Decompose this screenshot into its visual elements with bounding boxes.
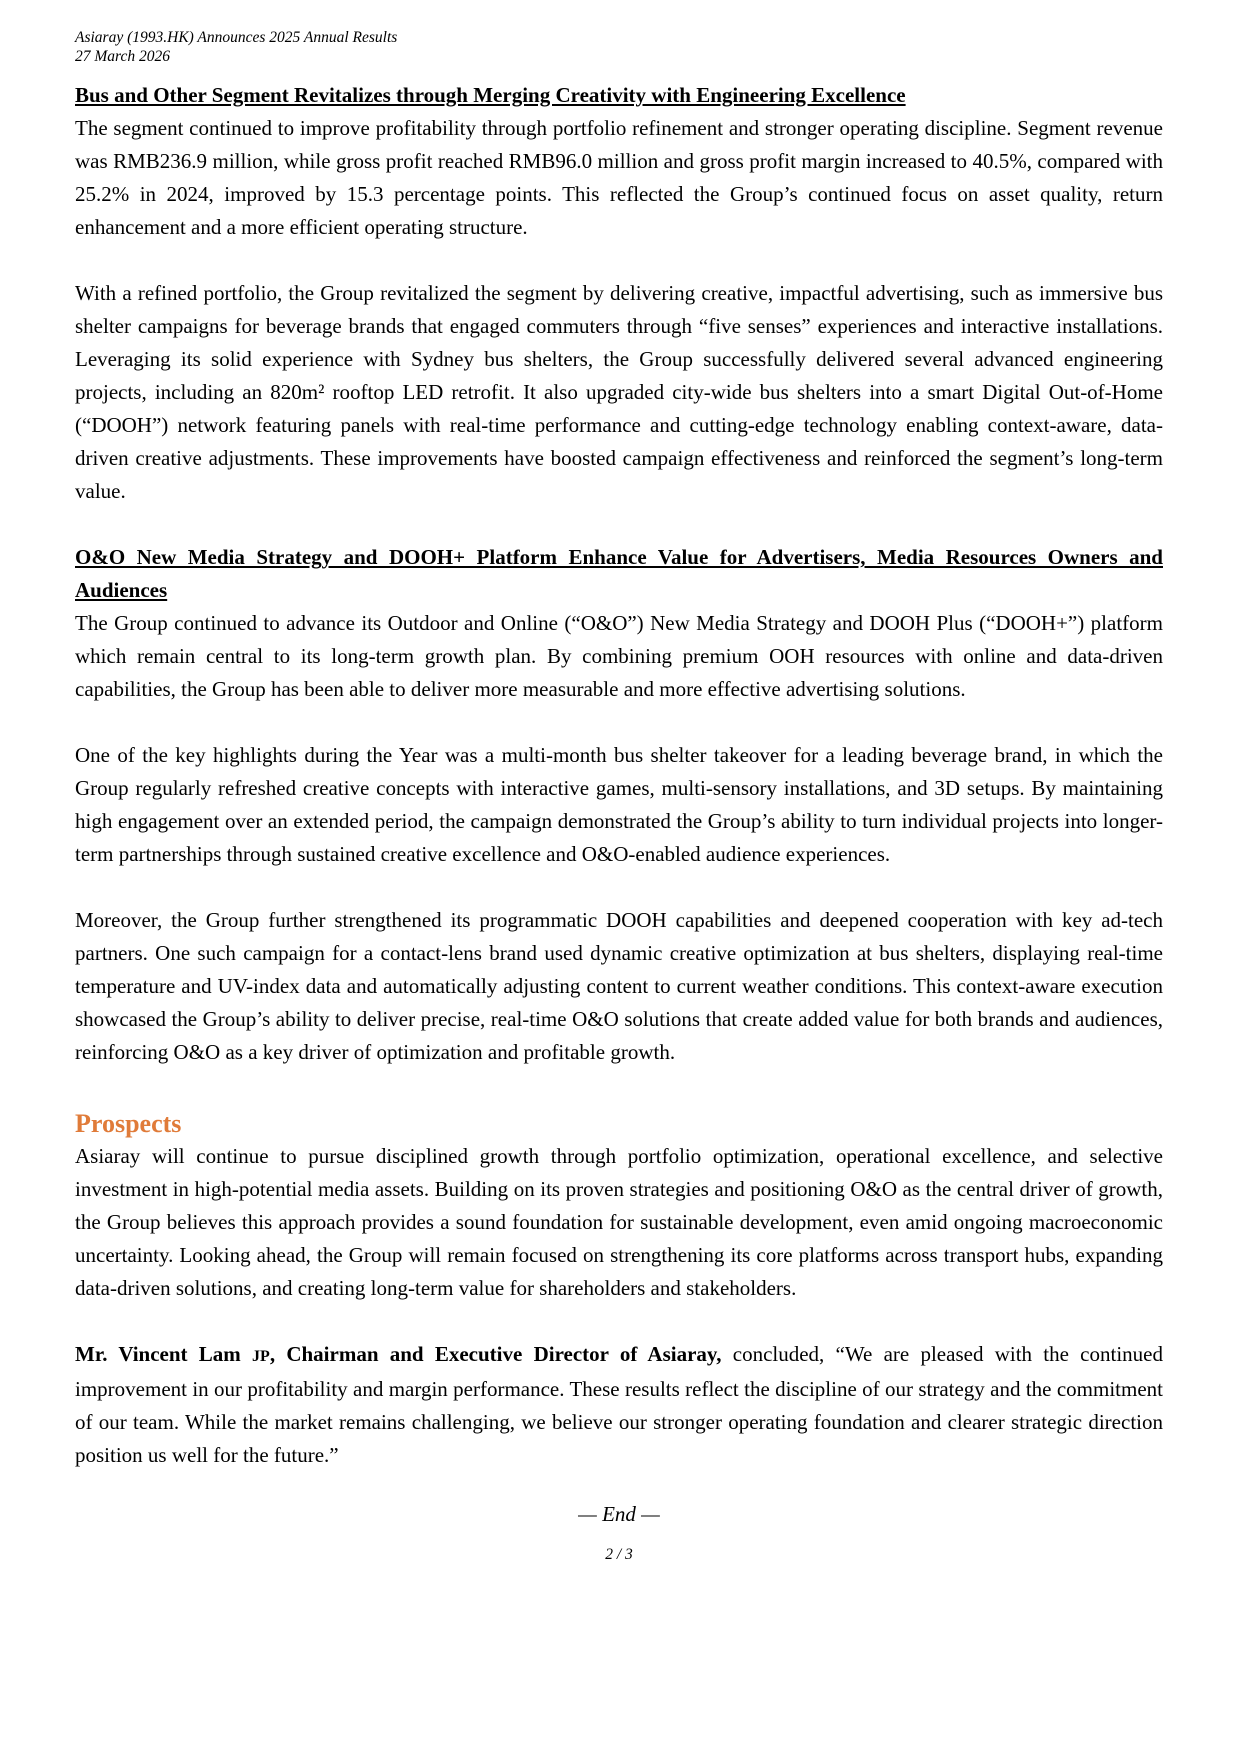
section-heading: Bus and Other Segment Revitalizes through Merging Creativity with Engineering Excellence [75, 83, 906, 107]
section-bus-segment [75, 79, 1163, 508]
chairman-quote [75, 1338, 1163, 1472]
end-mark: — End — [578, 1502, 660, 1526]
section-prospects [75, 1107, 1163, 1305]
running-header [75, 28, 1163, 66]
prospects-heading: Prospects [75, 1109, 182, 1138]
page-number: 2 / 3 [605, 1546, 633, 1563]
header-title: Asiaray (1993.HK) Announces 2025 Annual Results [75, 29, 398, 46]
paragraph: The segment continued to improve profitability through portfolio refinement and stronger operating discipline. Segment revenue was RMB236.9 million, while gross profit reached RMB96.0 million and gross profit margin increased to 40.5%, compared with 25.2% in 2024, improved by 15.3 percentage points. This reflected the Group’s continued focus on asset quality, return enhancement and a more efficient operating structure. [75, 116, 1163, 239]
section-heading: O&O New Media Strategy and DOOH+ Platform Enhance Value for Advertisers, Media Resources Owners and Audiences [75, 545, 1163, 602]
paragraph: Moreover, the Group further strengthened its programmatic DOOH capabilities and deepened cooperation with key ad-tech partners. One such campaign for a contact-lens brand used dynamic creative optimization at bus shelters, displaying real-time temperature and UV-index data and automatically adjusting content to current weather conditions. This context-aware execution showcased the Group’s ability to deliver precise, real-time O&O solutions that create added value for both brands and audiences, reinforcing O&O as a key driver of optimization and profitable growth. [75, 908, 1163, 1064]
document-page [75, 28, 1163, 1565]
paragraph: Asiaray will continue to pursue disciplined growth through portfolio optimization, operational excellence, and selective investment in high-potential media assets. Building on its proven strategies and positioning O&O as the central driver of growth, the Group believes this approach provides a sound foundation for sustainable development, even amid ongoing macroeconomic uncertainty. Looking ahead, the Group will remain focused on strengthening its core platforms across transport hubs, expanding data-driven solutions, and creating long-term value for shareholders and stakeholders. [75, 1144, 1163, 1300]
speaker-title: , Chairman and Executive Director of Asiaray, [269, 1342, 722, 1366]
quote-text: concluded, “We are pleased with the continued improvement in our profitability and margin performance. These results reflect the discipline of our strategy and the commitment of our team. While the market remains challenging, we believe our stronger operating foundation and clearer strategic direction position us well for the future.” [75, 1342, 1163, 1467]
section-oo-strategy [75, 541, 1163, 1069]
header-date: 27 March 2026 [75, 48, 170, 65]
paragraph: With a refined portfolio, the Group revitalized the segment by delivering creative, impactful advertising, such as immersive bus shelter campaigns for beverage brands that engaged commuters through “five senses” experiences and interactive installations. Leveraging its solid experience with Sydney bus shelters, the Group successfully delivered several advanced engineering projects, including an 820m² rooftop LED retrofit. It also upgraded city-wide bus shelters into a smart Digital Out-of-Home (“DOOH”) network featuring panels with real-time performance and cutting-edge technology enabling context-aware, data-driven creative adjustments. These improvements have boosted campaign effectiveness and reinforced the segment’s long-term value. [75, 281, 1163, 503]
speaker-honorific: JP [252, 1348, 270, 1365]
paragraph: One of the key highlights during the Year was a multi-month bus shelter takeover for a leading beverage brand, in which the Group regularly refreshed creative concepts with interactive games, multi-sensory installations, and 3D setups. By maintaining high engagement over an extended period, the campaign demonstrated the Group’s ability to turn individual projects into longer-term partnerships through sustained creative excellence and O&O-enabled audience experiences. [75, 743, 1163, 866]
paragraph: The Group continued to advance its Outdoor and Online (“O&O”) New Media Strategy and DOOH Plus (“DOOH+”) platform which remain central to its long-term growth plan. By combining premium OOH resources with online and data-driven capabilities, the Group has been able to deliver more measurable and more effective advertising solutions. [75, 611, 1163, 701]
speaker-name: Mr. Vincent Lam [75, 1342, 241, 1366]
